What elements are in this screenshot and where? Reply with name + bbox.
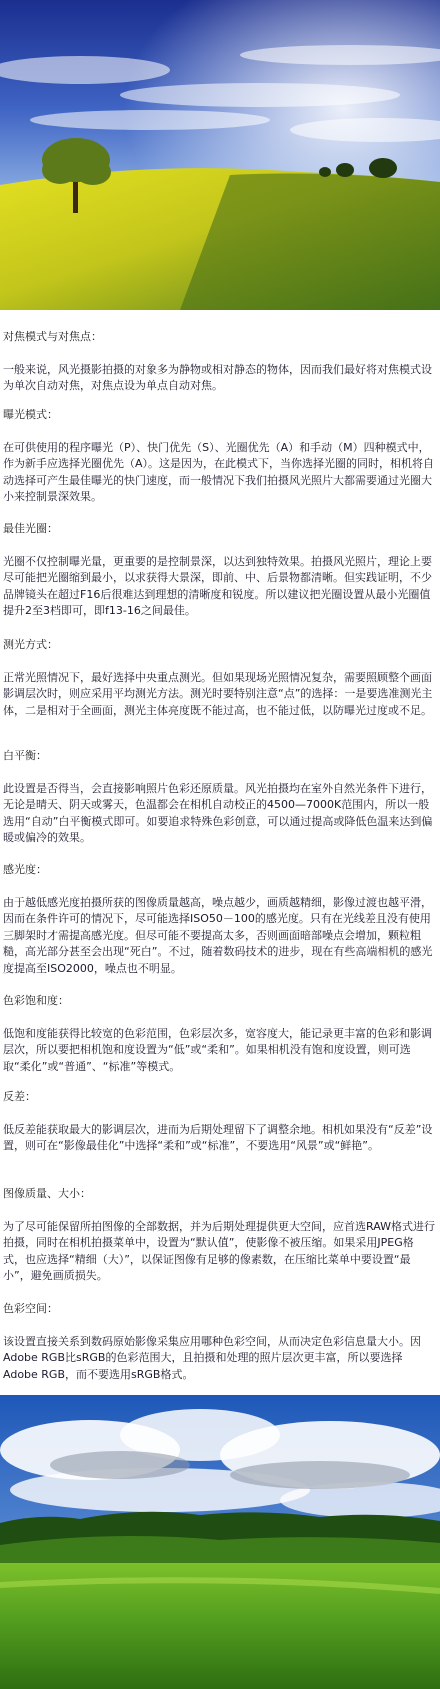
- section-focus: [3, 329, 435, 395]
- section-best-aperture: [3, 521, 435, 620]
- top-landscape-photo: [0, 0, 440, 310]
- section-metering: [3, 637, 435, 719]
- section-heading: 白平衡：: [3, 749, 47, 762]
- section-body: 正常光照情况下，最好选择中央重点测光。但如果现场光照情况复杂，需要照顾整个画面影调层次时，则应采用平均测光方法。测光时要特别注意“点”的选择：一是要选准测光主体，二是相对于全画面，测光主体亮度既不能过高，也不能过低，以防曝光过度或不足。: [3, 670, 433, 717]
- section-body: 一般来说，风光摄影拍摄的对象多为静物或相对静态的物体，因而我们最好将对焦模式设为单次自动对焦，对焦点设为单点自动对焦。: [3, 362, 432, 392]
- section-heading: 对焦模式与对焦点：: [3, 330, 102, 343]
- section-white-balance: [3, 748, 435, 847]
- section-body: 为了尽可能保留所拍图像的全部数据，并为后期处理提供更大空间，应首选RAW格式进行拍摄，同时在相机拍摄菜单中，设置为“默认值”，使影像不被压缩。如果采用JPEG格式，也应选择“精细（大）”，以保证图像有足够的像素数，在压缩比菜单中要设置“最小”，避免画质损失。: [3, 1219, 435, 1282]
- section-body: 在可供使用的程序曝光（P）、快门优先（S）、光圈优先（A）和手动（M）四种模式中，作为新手应选择光圈优先（A）。这是因为，在此模式下，当你选择光圈的同时，相机将自动选择可产生最佳曝光的快门速度，而一般情况下我们拍摄风光照片大都需要通过光圈大小来控制景深效果。: [3, 440, 435, 503]
- section-body: 由于越低感光度拍摄所获的图像质量越高，噪点越少，画质越精细，影像过渡也越平滑，因而在条件许可的情况下，尽可能选择ISO50－100的感光度。只有在光线差且没有使用三脚架时才需提高感光度。但尽可能不要提高太多，否则画面暗部噪点会增加，颗粒粗糙，高光部分甚至会出现“死白”。不过，随着数码技术的进步，现在有些高端相机的感光度提高至ISO2000，噪点也不明显。: [3, 895, 433, 975]
- section-heading: 感光度：: [3, 863, 47, 876]
- section-heading: 色彩空间：: [3, 1302, 58, 1315]
- section-heading: 色彩饱和度：: [3, 994, 69, 1007]
- section-body: 低反差能获取最大的影调层次，进而为后期处理留下了调整余地。相机如果没有“反差”设置，则可在“影像最佳化”中选择“柔和”或“标准”，不要选用“风景”或“鲜艳”。: [3, 1122, 433, 1152]
- section-body: 此设置是否得当，会直接影响照片色彩还原质量。风光拍摄均在室外自然光条件下进行，无论是晴天、阴天或雾天，色温都会在相机自动校正的4500—7000K范围内，所以一般选用“自动”白平衡模式即可。如要追求特殊色彩创意，可以通过提高或降低色温来达到偏暖或偏冷的效果。: [3, 781, 433, 844]
- section-image-quality: [3, 1186, 435, 1285]
- section-body: 低饱和度能获得比较宽的色彩范围，色彩层次多，宽容度大，能记录更丰富的色彩和影调层次，所以要把相机饱和度设置为“低”或“柔和”。如果相机没有饱和度设置，则可选取“柔化”或“普通”、“标准”等模式。: [3, 1026, 432, 1073]
- yellow-field-tree-image: [0, 0, 440, 310]
- section-body: 光圈不仅控制曝光量，更重要的是控制景深，以达到独特效果。拍摄风光照片，理论上要尽可能把光圈缩到最小，以求获得大景深，即前、中、后景物都清晰。但实践证明，不少品牌镜头在超过F16后很难达到理想的清晰度和锐度。所以建议把光圈设置从最小光圈值提升2至3档即可，即f13-16之间最佳。: [3, 554, 432, 617]
- section-saturation: [3, 993, 435, 1075]
- section-heading: 测光方式：: [3, 638, 58, 651]
- section-heading: 反差：: [3, 1090, 36, 1103]
- section-heading: 最佳光圈：: [3, 522, 58, 535]
- section-heading: 图像质量、大小：: [3, 1187, 91, 1200]
- bottom-landscape-photo: [0, 1395, 440, 1689]
- section-iso: [3, 862, 435, 977]
- section-heading: 曝光模式：: [3, 408, 58, 421]
- section-body: 该设置直接关系到数码原始影像采集应用哪种色彩空间，从而决定色彩信息量大小。因Adobe RGB比sRGB的色彩范围大，且拍摄和处理的照片层次更丰富，所以要选择Adobe RGB，而不要选用sRGB格式。: [3, 1334, 421, 1381]
- section-contrast: [3, 1089, 435, 1155]
- section-color-space: [3, 1301, 435, 1383]
- green-meadow-clouds-image: [0, 1395, 440, 1689]
- section-exposure-mode: [3, 407, 435, 506]
